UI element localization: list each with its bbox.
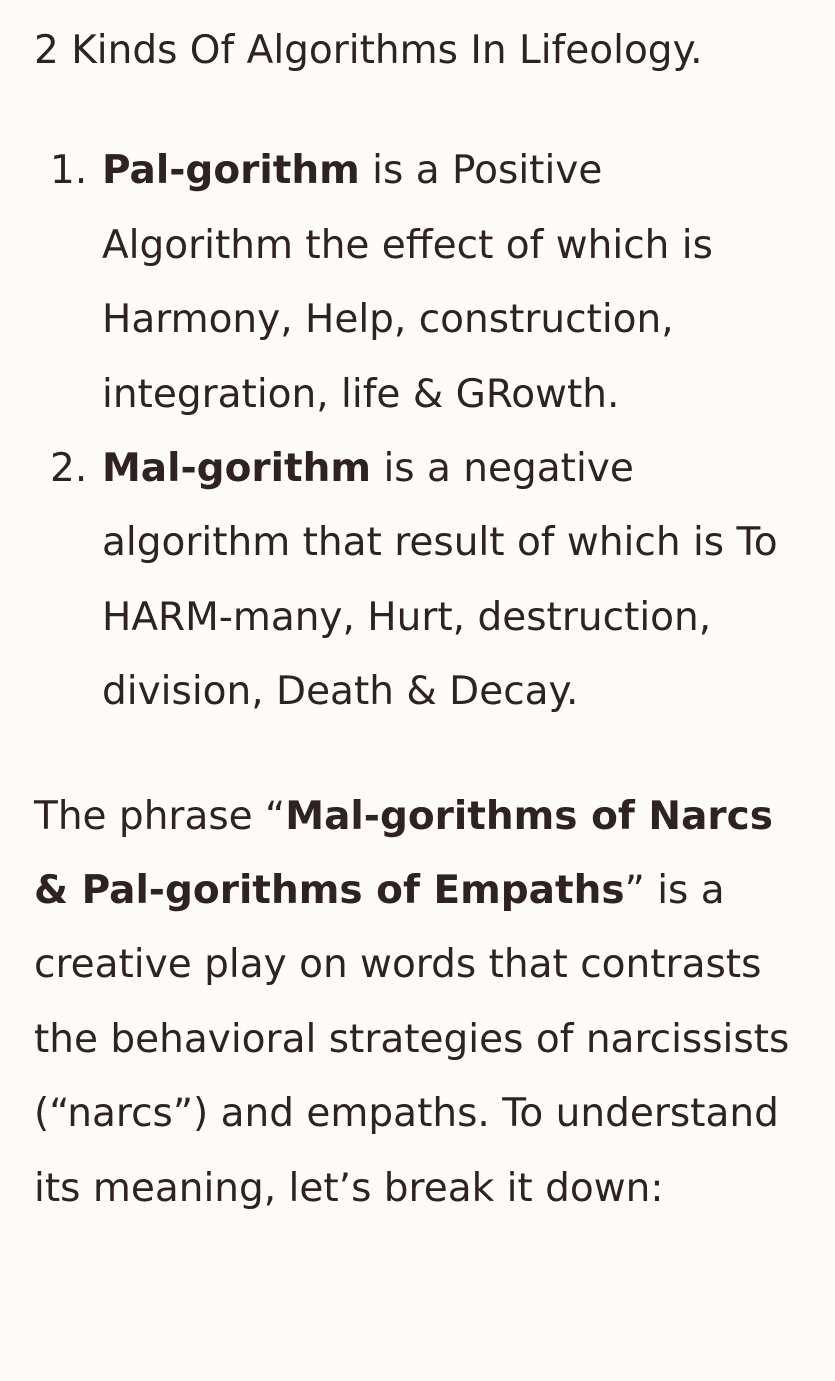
term-palgorithm: Pal-gorithm (102, 148, 360, 194)
explanation-paragraph (34, 780, 809, 1226)
description-palgorithm: is a Positive Algorithm the effect of which is Harmony, Help, construction, integration, life & GRowth. (102, 148, 713, 417)
paragraph-highlight: Mal-gorithms of Narcs & Pal-gorithms of Empaths (34, 793, 773, 914)
list-number: 2. (50, 446, 88, 492)
list-number: 1. (50, 148, 88, 194)
paragraph-prefix: The phrase “ (34, 793, 286, 839)
list-item-text (102, 134, 802, 432)
algorithm-kinds-list (34, 134, 835, 729)
list-item-palgorithm (34, 134, 835, 432)
list-item-text (102, 432, 802, 730)
paragraph-suffix: ” is a creative play on words that contrasts the behavioral strategies of narcissists (“narcs”) and empaths. To understand its meaning, let’s break it down: (34, 868, 790, 1211)
term-malgorithm: Mal-gorithm (102, 446, 372, 492)
description-malgorithm: is a negative algorithm that result of which is To HARM-many, Hurt, destruction, division, Death & Decay. (102, 446, 778, 715)
intro-line: 2 Kinds Of Algorithms In Lifeology. (34, 28, 703, 73)
list-item-malgorithm (34, 432, 835, 730)
